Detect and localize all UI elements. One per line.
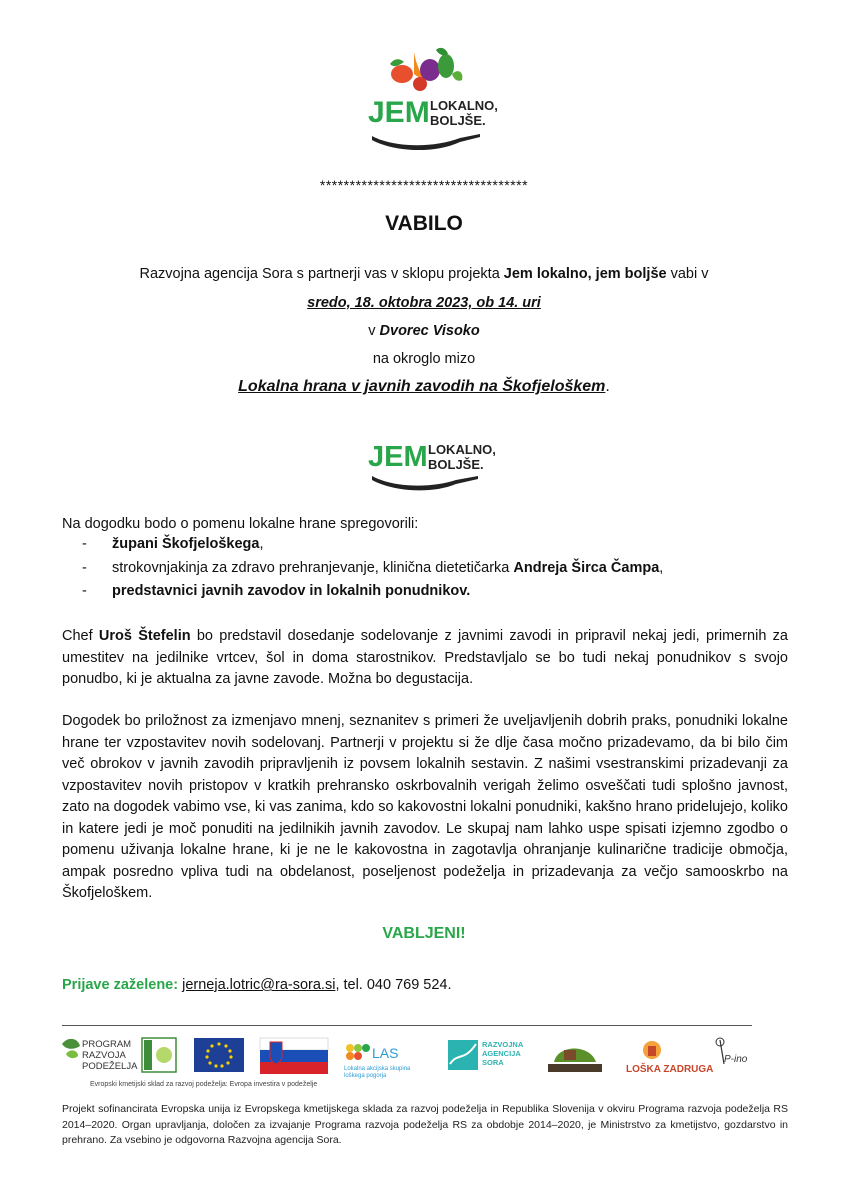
list-item: - strokovnjakinja za zdravo prehranjevanje, klinična dietetičarka Andreja Širca Čampa, xyxy=(82,559,664,576)
ra-line1: RAZVOJNA xyxy=(482,1040,524,1049)
prp-subtitle: Evropski kmetijski sklad za razvoj podeželja: Evropa investira v podeželje xyxy=(90,1081,318,1088)
p1-text: bo predstavil dosedanje sodelovanje z javnimi zavodi in pripravil nekaj jedi, primernih za umestitev na jedilnike vrtcev, šol in doma starostnikov. Predstavljalo se bo tudi nekaj ponudnikov s svojo ponudbo, ki je aktualna za javne zavode. Možna bo degustacija. xyxy=(62,628,788,687)
event-date: sredo, 18. oktobra 2023, ob 14. uri xyxy=(307,295,541,311)
registration-line xyxy=(62,977,452,993)
ra-line2: AGENCIJA xyxy=(482,1049,521,1058)
prp-logo xyxy=(62,1039,138,1072)
las-text: LAS xyxy=(372,1045,399,1061)
registration-label: Prijave zaželene: xyxy=(62,977,179,993)
speaker-role: strokovnjakinja za zdravo prehranjevanje, klinična dietetičarka xyxy=(112,559,514,576)
ra-sora-logo xyxy=(448,1040,524,1070)
farm-coop-logo xyxy=(548,1049,602,1073)
topic-line xyxy=(0,378,848,396)
ra-line3: SORA xyxy=(482,1058,504,1067)
jem-lokalno-logo xyxy=(364,44,498,156)
las-logo xyxy=(344,1044,411,1079)
loska-zadruga-logo xyxy=(626,1041,713,1075)
stars-divider: *********************************** xyxy=(319,177,529,193)
las-sub1: Lokalna akcijska skupina xyxy=(344,1066,411,1072)
project-name: Jem lokalno, jem boljše xyxy=(503,266,667,282)
pino-logo xyxy=(716,1038,748,1065)
roundtable-line: na okroglo mizo xyxy=(372,351,476,367)
footer-funding-note: Projekt sofinancirata Evropska unija iz Evropskega kmetijskega sklada za razvoj podeželja in Republika Slovenija v okviru Programa razvoja podeželja RS 2014–2020. Organ upravljanja, določen za izvajanje Programa razvoja podeželja RS za obdobje 2014–2020, je Ministrstvo za kmetijstvo, gozdarstvo in prehrano. Za vsebino je odgovorna Razvojna agencija Sora. xyxy=(62,1103,788,1146)
logo-lokalno-text: LOKALNO, xyxy=(430,98,498,113)
speaker-mayors: župani Škofjeloškega xyxy=(112,536,260,552)
email-link[interactable]: jerneja.lotric@ra-sora.si xyxy=(182,977,336,993)
welcome-heading: VABLJENI! xyxy=(382,925,466,942)
speaker-name: Andreja Širca Čampa xyxy=(513,559,660,576)
pino-text: P-ino xyxy=(724,1054,748,1065)
footer-divider xyxy=(62,1025,752,1026)
paragraph-chef xyxy=(62,626,788,691)
page-title: VABILO xyxy=(385,212,463,235)
list-item: - župani Škofjeloškega, xyxy=(82,536,264,552)
footer-logos xyxy=(60,1034,760,1090)
las-sub2: loškega pogorja xyxy=(344,1073,387,1079)
date-line xyxy=(0,295,848,311)
invite-text-end: vabi v xyxy=(666,266,709,282)
prp-line2: RAZVOJA xyxy=(82,1050,126,1061)
logo-mid-jem-text: JEM xyxy=(368,441,428,473)
place-prefix: v xyxy=(368,323,380,339)
speaker-representatives: predstavnici javnih zavodov in lokalnih ponudnikov. xyxy=(112,583,471,599)
invite-text: Razvojna agencija Sora s partnerji vas v sklopu projekta xyxy=(139,266,504,282)
topic-period: . xyxy=(605,378,610,395)
event-topic: Lokalna hrana v javnih zavodih na Škofjeloškem xyxy=(238,378,606,395)
speakers-list xyxy=(82,533,782,604)
speakers-intro: Na dogodku bodo o pomenu lokalne hrane spregovorili: xyxy=(62,516,419,532)
event-place: Dvorec Visoko xyxy=(379,323,480,339)
punct: , xyxy=(259,536,264,552)
punct: , xyxy=(659,559,664,576)
phone-text: , tel. 040 769 524. xyxy=(335,977,452,993)
logo-mid-lokalno-text: LOKALNO, xyxy=(428,442,496,457)
logo-boljse-text: BOLJŠE. xyxy=(430,113,486,128)
chef-name: Uroš Štefelin xyxy=(98,628,191,644)
invite-line xyxy=(0,266,848,282)
logo-jem-text: JEM xyxy=(368,96,430,129)
paragraph-event: Dogodek bo priložnost za izmenjavo mnenj, seznanitev s primeri že uveljavljenih dobrih praks, ponudniki lokalne hrane ter vzpostavitev novih sodelovanj. Partnerji v projektu si že dlje časa močno prizadevamo, da bi bilo čim več obrokov v javnih zavodih pripravljenih iz povsem lokalnih sestavin. Z našimi vsestranskimi prizadevanji za vzpostavitev novih pristopov v kratkih prehransko oskrbovalnih verigah želimo osveščati tudi splošno javnost, zato na dogodek vabimo vse, ki vas zanima, kdo so kakovostni lokalni ponudniki, kakšno hrano pridelujejo, koliko in katere jedi je moč ponuditi na jedilnikih javnih zavodov. Le skupaj nam lahko uspe spisati izjemno zgodbo o pomenu uživanja lokalne hrane, ki je ne le kakovostna in zagotavlja ohranjanje kulinarične tradicije območja, ampak posredno vpliva tudi na obdelanost, poseljenost podeželja in prizadevanja za večjo samooskrbo na Škofjeloškem. xyxy=(62,713,788,901)
logo-mid-boljse-text: BOLJŠE. xyxy=(428,457,484,472)
place-line xyxy=(0,323,848,339)
loska-text: LOŠKA ZADRUGA xyxy=(626,1064,714,1075)
prp-line1: PROGRAM xyxy=(82,1039,132,1050)
list-item: - predstavnici javnih zavodov in lokalnih ponudnikov. xyxy=(82,583,471,599)
p1-pre: Chef xyxy=(62,628,99,644)
prp-line3: PODEŽELJA xyxy=(82,1061,138,1072)
jem-lokalno-small-logo xyxy=(366,430,496,490)
